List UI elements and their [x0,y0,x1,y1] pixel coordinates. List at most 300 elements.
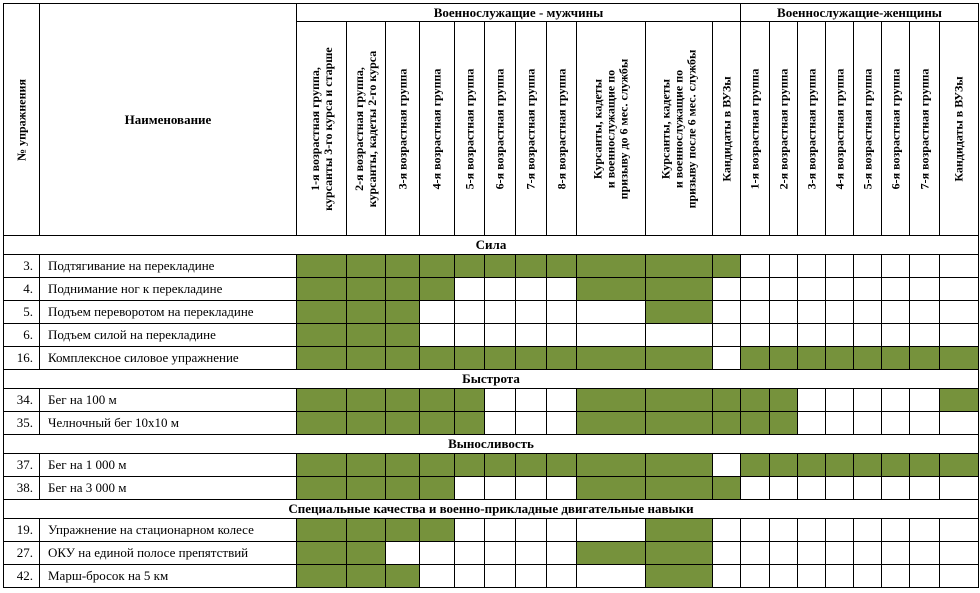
empty-cell-men [577,301,646,324]
empty-cell-men [646,324,713,347]
empty-cell-women [854,412,882,435]
applicable-cell-men [347,454,386,477]
empty-cell-men [713,278,741,301]
applicable-cell-men [646,565,713,588]
exercise-number-text: 5. [23,304,33,319]
empty-cell-men [547,389,577,412]
empty-cell-women [910,389,940,412]
exercise-name [40,565,297,588]
applicable-cell-men [297,519,347,542]
empty-cell-women [910,301,940,324]
header-women-col-label: 6-я возрастная группа [888,68,902,189]
empty-cell-men [713,454,741,477]
empty-cell-women [882,477,910,500]
applicable-cell-men [577,477,646,500]
applicable-cell-men [297,412,347,435]
empty-cell-men [485,278,516,301]
header-men-col [297,22,347,236]
exercise-number [3,454,40,477]
applicable-cell-women [770,454,798,477]
applicable-cell-men [347,477,386,500]
empty-cell-men [547,412,577,435]
header-men-col [577,22,646,236]
applicable-cell-women [798,454,826,477]
empty-cell-men [485,565,516,588]
applicable-cell-men [347,255,386,278]
empty-cell-men [713,324,741,347]
empty-cell-men [455,542,485,565]
header-men-col [347,22,386,236]
empty-cell-women [882,412,910,435]
applicable-cell-men [420,278,455,301]
exercise-name [40,454,297,477]
applicable-cell-men [297,565,347,588]
applicable-cell-men [646,278,713,301]
exercise-name-text: ОКУ на единой полосе препятствий [48,545,249,560]
header-women-col-label: 2-я возрастная группа [776,68,790,189]
empty-cell-women [940,255,979,278]
empty-cell-men [516,324,547,347]
applicable-cell-men [646,477,713,500]
applicable-cell-men [646,519,713,542]
exercise-name-text: Упражнение на стационарном колесе [48,522,254,537]
applicable-cell-women [798,347,826,370]
applicable-cell-men [297,542,347,565]
exercise-number [3,565,40,588]
empty-cell-women [940,477,979,500]
header-men-col-label: 4-я возрастная группа [429,68,444,189]
exercise-number-text: 35. [16,415,33,430]
empty-cell-women [826,255,854,278]
applicable-cell-men [577,347,646,370]
applicable-cell-men [420,255,455,278]
empty-cell-men [455,477,485,500]
empty-cell-men [485,412,516,435]
exercise-number [3,477,40,500]
header-men-col [455,22,485,236]
empty-cell-women [770,565,798,588]
exercise-number [3,412,40,435]
empty-cell-women [940,542,979,565]
applicable-cell-men [485,255,516,278]
applicable-cell-men [297,454,347,477]
applicable-cell-men [420,389,455,412]
applicable-cell-men [713,477,741,500]
empty-cell-men [516,542,547,565]
applicable-cell-men [646,301,713,324]
applicable-cell-men [455,389,485,412]
empty-cell-men [547,519,577,542]
header-women-col [882,22,910,236]
header-women-col-label: 3-я возрастная группа [804,68,818,189]
header-men-col [646,22,713,236]
exercise-number [3,519,40,542]
header-men-group-label: Военнослужащие - мужчины [433,4,604,20]
empty-cell-women [770,278,798,301]
applicable-cell-men [455,255,485,278]
exercise-number-text: 38. [16,480,33,495]
empty-cell-men [516,389,547,412]
exercise-number-text: 27. [16,545,33,560]
applicable-cell-men [577,389,646,412]
applicable-cell-men [516,454,547,477]
empty-cell-women [854,301,882,324]
applicable-cell-women [741,412,770,435]
applicable-cell-women [741,389,770,412]
applicable-cell-men [646,412,713,435]
applicable-cell-women [770,347,798,370]
empty-cell-women [854,565,882,588]
header-women-col-label: Кандидаты в ВУЗы [951,75,966,182]
empty-cell-women [798,477,826,500]
exercise-name [40,347,297,370]
applicable-cell-women [854,454,882,477]
applicable-cell-men [420,477,455,500]
applicable-cell-men [386,477,420,500]
applicable-cell-men [577,542,646,565]
empty-cell-women [826,519,854,542]
empty-cell-men [485,301,516,324]
applicable-cell-men [386,565,420,588]
empty-cell-women [854,324,882,347]
header-men-col [516,22,547,236]
empty-cell-women [910,255,940,278]
exercise-number [3,347,40,370]
empty-cell-women [882,278,910,301]
empty-cell-women [826,324,854,347]
empty-cell-women [798,412,826,435]
empty-cell-women [854,477,882,500]
applicable-cell-women [826,347,854,370]
empty-cell-men [547,324,577,347]
empty-cell-men [713,519,741,542]
applicable-cell-men [577,454,646,477]
applicable-cell-men [455,412,485,435]
empty-cell-women [741,324,770,347]
applicable-cell-women [940,454,979,477]
empty-cell-women [826,477,854,500]
empty-cell-men [420,565,455,588]
empty-cell-women [882,519,910,542]
empty-cell-women [798,278,826,301]
section-header [3,370,979,389]
empty-cell-women [798,324,826,347]
empty-cell-women [854,519,882,542]
applicable-cell-men [297,477,347,500]
exercise-name-text: Марш-бросок на 5 км [48,568,169,583]
empty-cell-women [826,565,854,588]
empty-cell-women [910,477,940,500]
header-men-col-label: Курсанты, кадеты и военнослужащие по призыву после 6 мес. службы [658,49,699,208]
exercise-number [3,278,40,301]
empty-cell-men [420,301,455,324]
empty-cell-women [826,542,854,565]
header-men-group [297,3,741,22]
empty-cell-men [516,278,547,301]
empty-cell-men [485,389,516,412]
header-men-col [485,22,516,236]
empty-cell-women [910,324,940,347]
applicable-cell-men [347,389,386,412]
header-men-col-label: 8-я возрастная группа [554,68,568,189]
applicable-cell-women [940,389,979,412]
header-men-col [420,22,455,236]
empty-cell-men [547,542,577,565]
applicable-cell-men [347,301,386,324]
empty-cell-women [910,412,940,435]
header-name-label: Наименование [124,111,212,127]
applicable-cell-men [646,454,713,477]
empty-cell-women [882,389,910,412]
empty-cell-women [770,255,798,278]
empty-cell-women [798,255,826,278]
empty-cell-women [854,278,882,301]
empty-cell-women [770,542,798,565]
empty-cell-women [741,278,770,301]
empty-cell-women [826,278,854,301]
exercise-name [40,542,297,565]
empty-cell-women [882,301,910,324]
applicable-cell-men [646,255,713,278]
empty-cell-women [826,412,854,435]
applicable-cell-men [713,255,741,278]
applicable-cell-men [347,347,386,370]
empty-cell-men [485,519,516,542]
header-women-group [741,3,979,22]
empty-cell-men [455,565,485,588]
applicable-cell-men [386,278,420,301]
header-women-col [940,22,979,236]
applicable-cell-men [455,347,485,370]
exercise-number [3,542,40,565]
applicable-cell-men [386,324,420,347]
empty-cell-women [940,519,979,542]
empty-cell-women [854,255,882,278]
exercise-name [40,278,297,301]
header-num-cell [3,3,40,236]
empty-cell-women [770,477,798,500]
applicable-cell-women [910,454,940,477]
exercise-number-text: 4. [23,281,33,296]
exercise-name-text: Бег на 3 000 м [48,480,127,495]
empty-cell-women [798,519,826,542]
applicable-cell-men [386,301,420,324]
applicable-cell-men [713,389,741,412]
empty-cell-men [713,542,741,565]
applicable-cell-men [386,412,420,435]
exercise-number-text: 42. [16,568,33,583]
applicable-cell-men [297,347,347,370]
empty-cell-men [547,565,577,588]
applicable-cell-men [713,412,741,435]
applicable-cell-men [347,278,386,301]
section-header [3,500,979,519]
empty-cell-men [485,324,516,347]
header-name-cell [40,3,297,236]
header-num-label: № упражнения [14,78,28,161]
section-label: Сила [475,237,507,252]
header-women-col-label: 7-я возрастная группа [917,68,931,189]
empty-cell-men [516,565,547,588]
header-men-col [386,22,420,236]
empty-cell-women [798,542,826,565]
exercise-number-text: 6. [23,327,33,342]
applicable-cell-women [854,347,882,370]
applicable-cell-men [646,347,713,370]
empty-cell-women [826,389,854,412]
applicable-cell-men [386,347,420,370]
exercise-name-text: Бег на 100 м [48,392,117,407]
empty-cell-women [854,389,882,412]
empty-cell-men [713,301,741,324]
exercise-name [40,301,297,324]
header-men-col [713,22,741,236]
exercise-name [40,519,297,542]
applicable-cell-men [577,412,646,435]
empty-cell-men [485,477,516,500]
applicable-cell-women [826,454,854,477]
header-men-col-label: 7-я возрастная группа [523,68,538,189]
empty-cell-men [420,542,455,565]
applicable-cell-men [386,389,420,412]
empty-cell-women [854,542,882,565]
section-label: Быстрота [462,371,520,386]
applicable-cell-women [910,347,940,370]
empty-cell-women [910,278,940,301]
empty-cell-men [713,347,741,370]
applicable-cell-men [297,301,347,324]
empty-cell-women [798,565,826,588]
empty-cell-women [826,301,854,324]
exercise-name [40,389,297,412]
exercise-number-text: 3. [23,258,33,273]
applicable-cell-men [455,454,485,477]
empty-cell-women [882,255,910,278]
applicable-cell-men [577,278,646,301]
empty-cell-women [770,519,798,542]
empty-cell-men [455,519,485,542]
applicable-cell-men [420,519,455,542]
exercise-name-text: Челночный бег 10х10 м [48,415,180,430]
empty-cell-women [940,565,979,588]
empty-cell-women [798,301,826,324]
header-women-col [770,22,798,236]
applicable-cell-men [547,255,577,278]
applicable-cell-men [297,389,347,412]
header-women-group-label: Военнослужащие-женщины [777,4,942,20]
empty-cell-men [386,542,420,565]
exercise-number-text: 19. [16,522,33,537]
applicable-cell-men [516,255,547,278]
applicable-cell-women [741,454,770,477]
exercise-number [3,324,40,347]
section-label: Специальные качества и военно-прикладные двигательные навыки [288,501,694,516]
empty-cell-men [455,301,485,324]
applicable-cell-men [646,542,713,565]
header-women-col [798,22,826,236]
header-men-col [547,22,577,236]
header-women-col [854,22,882,236]
empty-cell-women [741,519,770,542]
empty-cell-men [420,324,455,347]
header-women-col-label: 4-я возрастная группа [832,68,846,189]
applicable-cell-men [297,324,347,347]
applicable-cell-men [420,347,455,370]
empty-cell-men [547,477,577,500]
empty-cell-men [516,519,547,542]
applicable-cell-men [386,519,420,542]
empty-cell-women [910,519,940,542]
empty-cell-men [516,412,547,435]
header-women-col-label: 1-я возрастная группа [747,68,762,189]
empty-cell-women [770,324,798,347]
exercise-name [40,255,297,278]
exercise-number [3,389,40,412]
empty-cell-men [547,301,577,324]
empty-cell-women [741,477,770,500]
empty-cell-men [485,542,516,565]
empty-cell-women [741,255,770,278]
exercise-name-text: Подтягивание на перекладине [48,258,215,273]
header-men-col-label: 1-я возрастная группа, курсанты 3-го курса и старше [307,46,335,211]
empty-cell-men [547,278,577,301]
empty-cell-women [741,301,770,324]
exercise-number-text: 37. [16,457,33,472]
applicable-cell-men [420,412,455,435]
applicable-cell-men [516,347,547,370]
applicable-cell-men [386,255,420,278]
section-header [3,435,979,454]
header-men-col-label: 2-я возрастная группа, курсанты, кадеты 2-го курса [352,50,379,207]
empty-cell-women [770,301,798,324]
applicable-cell-women [770,389,798,412]
applicable-cell-men [577,255,646,278]
section-header [3,236,979,255]
empty-cell-men [577,519,646,542]
empty-cell-women [910,565,940,588]
exercise-name-text: Подъем силой на перекладине [48,327,216,342]
applicable-cell-men [386,454,420,477]
applicable-cell-men [420,454,455,477]
empty-cell-men [577,565,646,588]
empty-cell-women [882,542,910,565]
exercise-number-text: 16. [16,350,33,365]
exercise-name-text: Поднимание ног к перекладине [48,281,223,296]
applicable-cell-women [882,454,910,477]
header-men-col-label: 3-я возрастная группа [395,68,409,189]
empty-cell-men [516,477,547,500]
empty-cell-women [910,542,940,565]
exercise-name [40,324,297,347]
exercise-name [40,412,297,435]
header-women-col [910,22,940,236]
empty-cell-men [516,301,547,324]
empty-cell-women [940,301,979,324]
applicable-cell-men [485,347,516,370]
header-men-col-label: Кандидаты в ВУЗы [719,75,733,182]
section-label: Выносливость [448,436,534,451]
exercise-name-text: Комплексное силовое упражнение [48,350,239,365]
applicable-cell-men [347,412,386,435]
empty-cell-women [741,542,770,565]
applicable-cell-men [646,389,713,412]
empty-cell-women [940,412,979,435]
applicable-cell-men [485,454,516,477]
empty-cell-men [455,278,485,301]
empty-cell-women [940,278,979,301]
exercise-number [3,301,40,324]
applicable-cell-men [347,519,386,542]
